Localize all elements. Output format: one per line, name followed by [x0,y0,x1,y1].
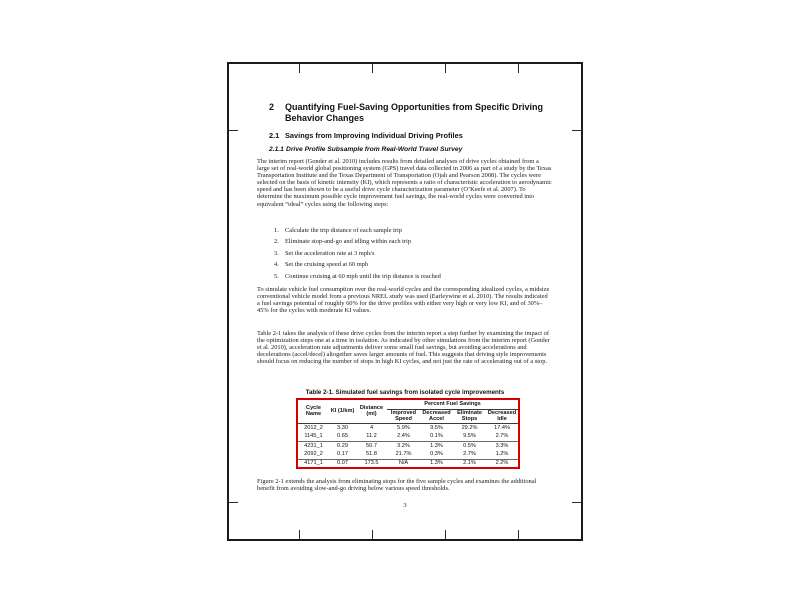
table-cell: 21.7% [395,451,412,458]
list-item [274,273,541,280]
fold-mark-bottom-3 [445,530,446,539]
table-cell: 0.17 [337,451,348,458]
list-item-number: 5. [274,272,279,280]
fuel-savings-table-container [296,398,520,469]
fold-mark-top-3 [445,64,446,73]
table-cell: 2012_2 [304,424,323,431]
paragraph-analysis: Table 2-1 takes the analysis of these drive cycles from the interim report a step further by examining the impact of the optimization steps one at a time in isolation. As indicated by other simulations from the interim report (Gonder et al. 2010), acceleration rate adjustments deliver some small fuel savings, but avoiding accelerations and decelerations (accel/decel) altogether saves larger amounts of fuel. This suggests that driving style improvements should focus on reducing the number of stops in high KI cycles, and not just the rate of accelerating out of a stop. [257,330,550,366]
table-caption: Table 2-1. Simulated fuel savings from isolated cycle improvements [305,389,505,396]
subsubsection-number: 2.1.1 [269,146,284,153]
table-cell: 3.3% [495,442,509,449]
table-row [297,441,519,450]
col-header-distance: Distance (mi) [356,399,387,423]
fuel-savings-table [296,398,520,469]
table-cell: 4171_1 [304,460,323,467]
list-item-number: 3. [274,249,279,257]
table-cell: 1.3% [430,442,443,449]
list-item [274,250,541,257]
fold-mark-top-4 [518,64,519,73]
section-title: Quantifying Fuel-Saving Opportunities from Specific Driving Behavior Changes [285,102,544,123]
fold-mark-top-2 [372,64,373,73]
table-row [297,423,519,432]
paragraph-figure-reference: Figure 2-1 extends the analysis from eliminating stops for the five sample cycles and examines the additional benefit from avoiding slow-and-go driving below various speed thresholds. [257,478,537,493]
list-item [274,227,541,234]
fold-mark-bottom-4 [518,530,519,539]
table-cell: 11.2 [366,433,377,440]
fold-mark-left-1 [229,130,238,131]
subsection-heading [269,132,557,140]
table-cell: 9.5% [463,433,476,440]
list-item-text: Continue cruising at 60 mph until the trip distance is reached [285,272,441,280]
table-cell: 0.1% [430,433,443,440]
table-cell: 50.7 [366,442,377,449]
fold-mark-right-1 [572,130,581,131]
list-item-text: Calculate the trip distance of each sample trip [285,227,402,234]
table-cell: 0.3% [430,451,443,458]
table-cell: 4 [369,424,374,431]
list-item-number: 4. [274,261,279,269]
col-header-decreased-accel: Decreased Accel [420,409,453,423]
list-item [274,261,541,268]
table-cell: 3.30 [337,424,348,431]
table-cell: 17.4% [494,424,510,431]
table-cell: 9.5% [430,424,443,431]
table-cell: 5.9% [397,424,410,431]
list-item-text: Set the cruising speed at 60 mph [285,261,369,269]
page-number: 3 [403,502,407,509]
table-cell: 0.29 [337,442,348,449]
table-cell: 2092_2 [304,451,323,458]
table-row [297,459,519,468]
table-cell: 3.2% [397,442,410,449]
list-item-number: 1. [274,227,279,234]
subsubsection-title: Drive Profile Subsample from Real-World Travel Survey [286,146,463,153]
list-item-number: 2. [274,238,279,246]
fold-mark-bottom-1 [299,530,300,539]
table-cell: 2.4% [397,433,410,440]
table-cell: 29.2% [461,424,478,431]
document-page [227,62,583,541]
subsubsection-heading [269,146,557,153]
fold-mark-bottom-2 [372,530,373,539]
list-item [274,238,541,245]
table-cell: N/A [398,460,409,467]
col-header-decreased-idle: Decreased Idle [486,409,519,423]
table-cell: 4231_1 [304,442,323,449]
table-cell: 51.8 [366,451,377,458]
list-item-text: Set the acceleration rate at 3 mph/s [285,249,375,257]
fold-mark-top-1 [299,64,300,73]
subsection-title: Savings from Improving Individual Driving Profiles [285,131,463,140]
col-header-percent-fuel-savings: Percent Fuel Savings [387,399,519,409]
table-cell: 2.2% [495,460,509,467]
col-header-eliminate-stops: Eliminate Stops [453,409,486,423]
table-cell: 0.5% [463,442,476,449]
col-header-cycle-name: Cycle Name [297,399,329,423]
table-cell: 1145_1 [304,433,323,440]
section-number: 2 [269,102,275,112]
paragraph-simulation: To simulate vehicle fuel consumption over the real-world cycles and the corresponding idealized cycles, a midsize conventional vehicle model from a previous NREL study was used (Earleywine et al. 2010). The results indicated a fuel savings potential of roughly 60% for the drive profiles with either very high or very low KI, and of 30%–45% for the cycles with moderate KI values. [257,286,550,315]
table-cell: 2.1% [463,460,476,467]
table-cell: 2.7% [463,451,476,458]
table-cell: 0.65 [337,433,348,440]
table-row [297,450,519,459]
table-cell: 2.7% [495,433,509,440]
table-cell: 1.2% [495,451,509,458]
table-cell: 173.5 [364,460,379,467]
table-cell: 1.3% [430,460,443,467]
table-row [297,432,519,441]
list-item-text: Eliminate stop-and-go and idling within each trip [285,238,412,246]
col-header-improved-speed: Improved Speed [387,409,420,423]
paragraph-intro: The interim report (Gonder et al. 2010) includes results from detailed analyses of drive cycles obtained from a large set of real-world global positioning system (GPS) travel data collected in 2006 as part of a study by the Texas Transportation Institute and the Texas Department of Transportation (Ojah and Pearson 2008). The cycles were selected on the basis of kinetic intensity (KI), which represents a ratio of characteristic acceleration to aerodynamic speed and has been shown to be a useful drive cycle characterization parameter (O’Keefe et al. 2007). To determine the maximum possible cycle improvement fuel savings, the real-world cycles were converted into equivalent “ideal” cycles using the following steps: [257,158,552,208]
subsection-number: 2.1 [269,131,280,140]
section-heading [269,102,557,123]
ideal-cycle-steps-list [274,227,541,284]
col-header-ki: KI (1/km) [329,399,356,423]
table-cell: 0.07 [337,460,348,467]
